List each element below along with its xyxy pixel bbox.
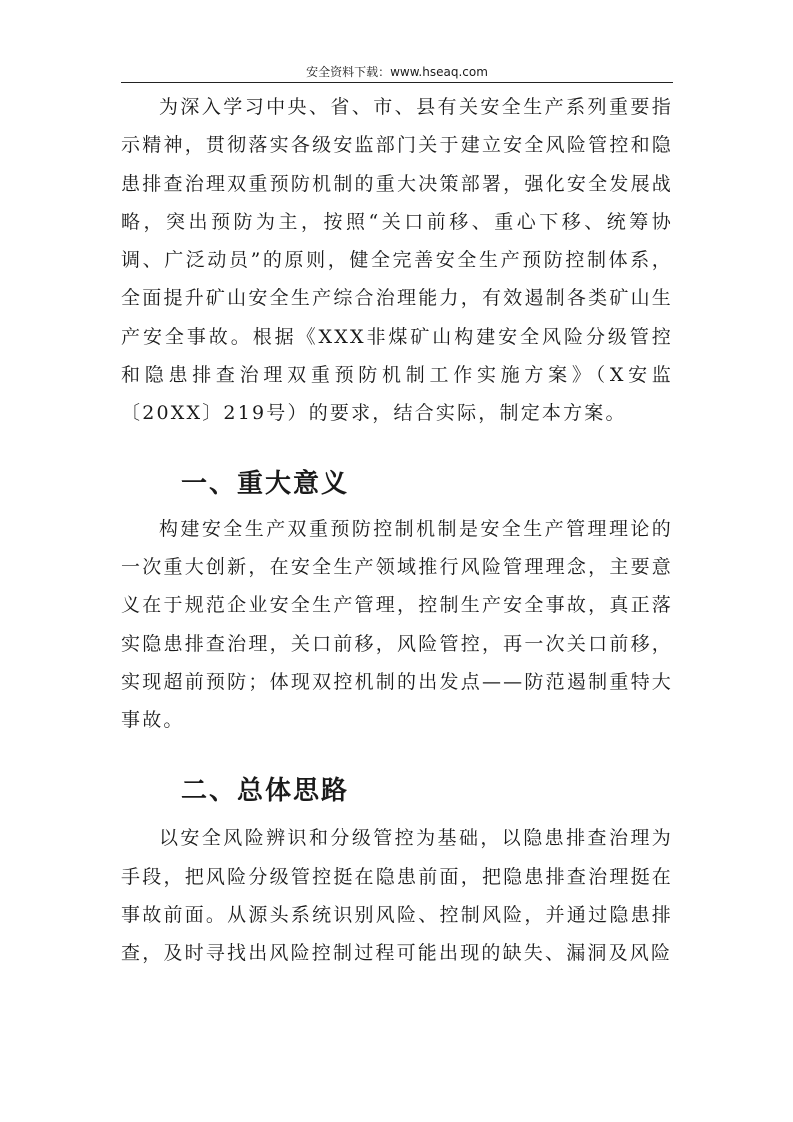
header-text: 安全资料下载：www.hseaq.com — [306, 65, 488, 79]
section-2-paragraph: 以安全风险辨识和分级管控为基础，以隐患排查治理为手段，把风险分级管控挺在隐患前面，把隐患排查治理挺在事故前面。从源头系统识别风险、控制风险，并通过隐患排查，及时寻找出风险控制过程可能出现的缺失、漏洞及风险 — [121, 827, 673, 965]
section-1-heading: 一、重大意义 — [181, 468, 350, 499]
document-body — [121, 88, 673, 973]
section-1-paragraph: 构建安全生产双重预防控制机制是安全生产管理理论的一次重大创新，在安全生产领域推行风险管理理念，主要意义在于规范企业安全生产管理，控制生产安全事故，真正落实隐患排查治理，关口前移，风险管控，再一次关口前移，实现超前预防；体现双控机制的出发点——防范遏制重特大事故。 — [121, 517, 673, 732]
section-2-heading: 二、总体思路 — [181, 776, 350, 807]
page-header — [121, 62, 673, 83]
intro-paragraph: 为深入学习中央、省、市、县有关安全生产系列重要指示精神，贯彻落实各级安监部门关于建立安全风险管控和隐患排查治理双重预防机制的重大决策部署，强化安全发展战略，突出预防为主，按照“关口前移、重心下移、统筹协调、广泛动员”的原则，健全完善安全生产预防控制体系，全面提升矿山安全生产综合治理能力，有效遏制各类矿山生产安全事故。根据《XXX非煤矿山构建安全风险分级管控和隐患排查治理双重预防机制工作实施方案》（X安监〔20XX〕219号）的要求，结合实际，制定本方案。 — [121, 96, 673, 425]
